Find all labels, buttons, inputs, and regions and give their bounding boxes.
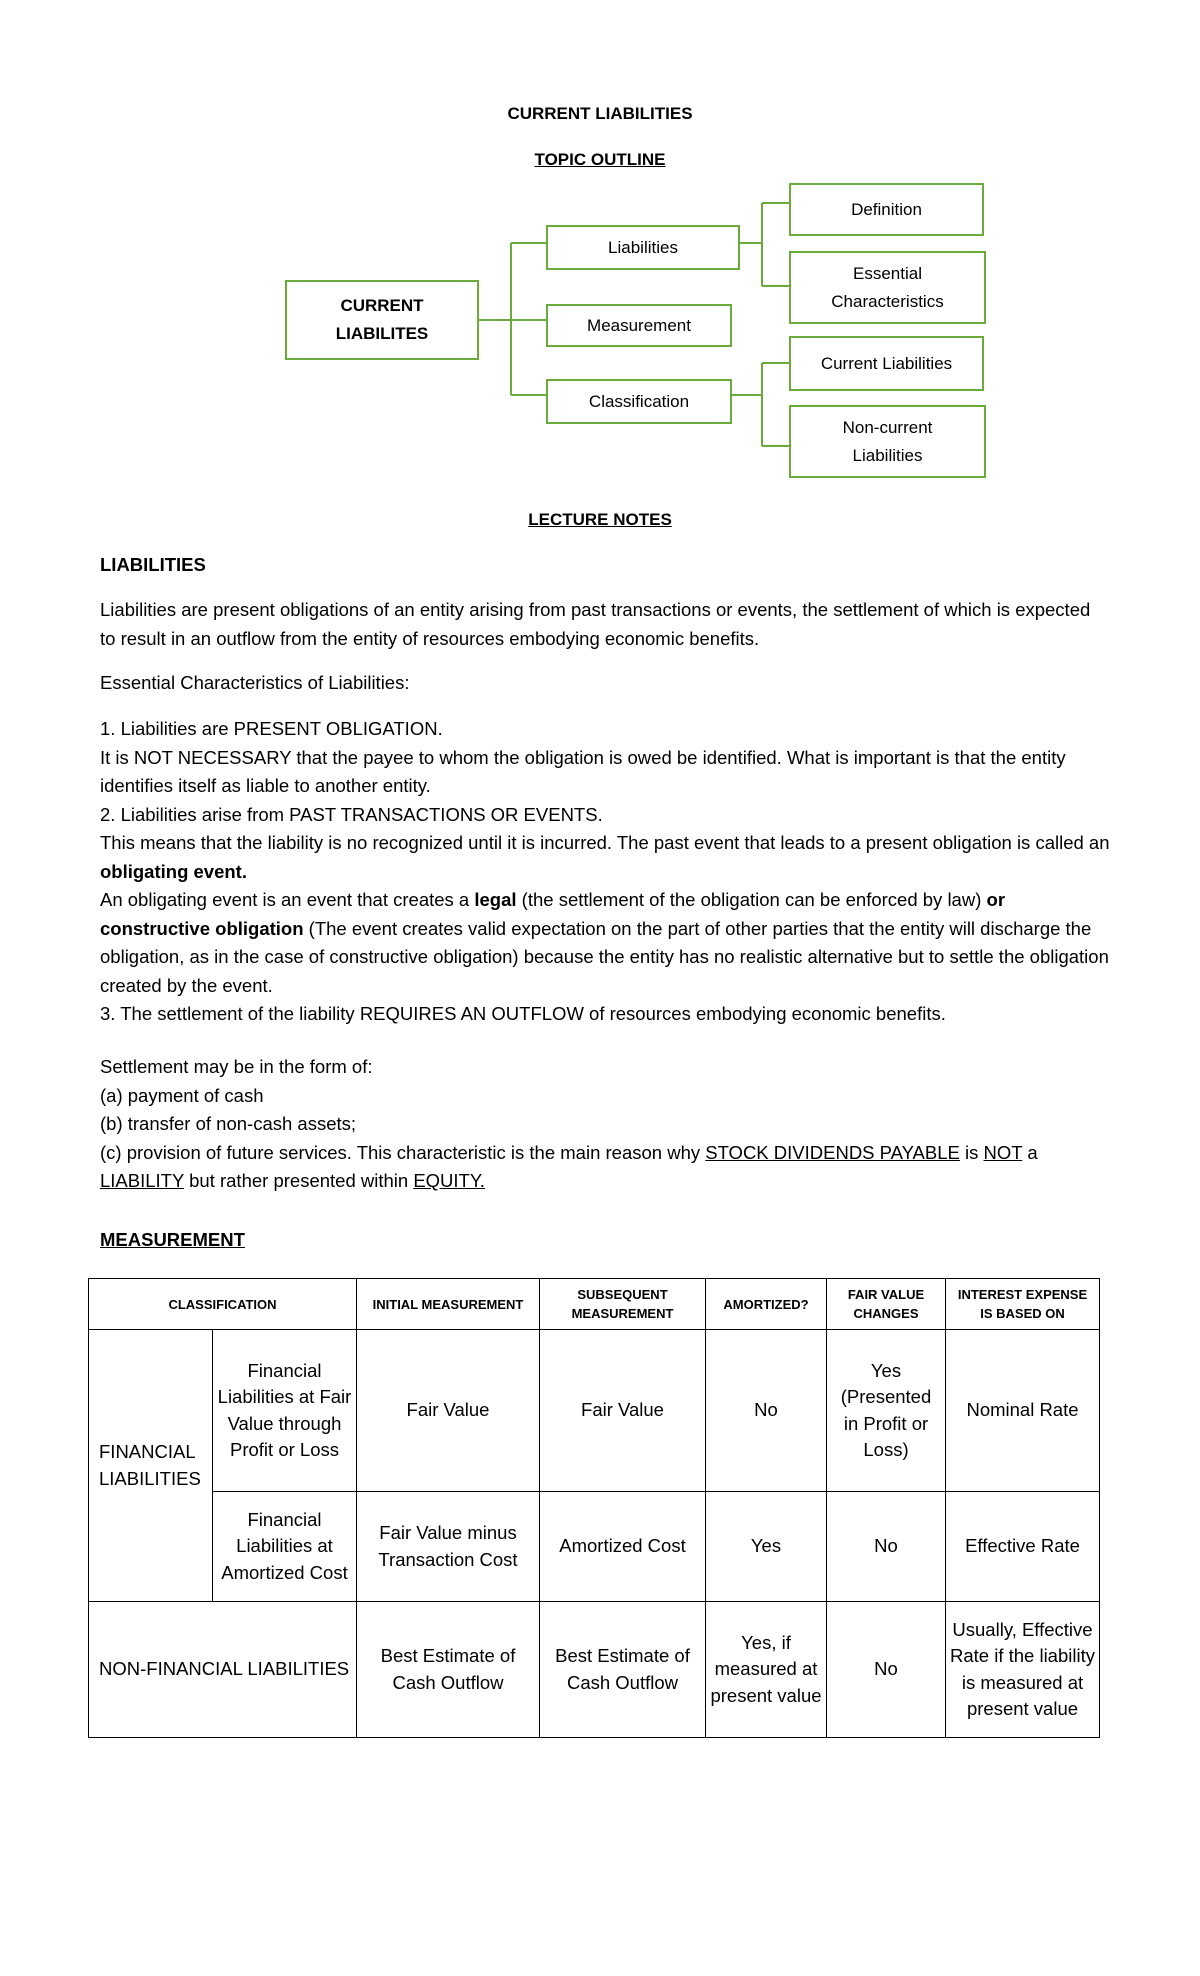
equity-term: EQUITY. <box>413 1170 485 1191</box>
diagram-box-measurement: Measurement <box>546 304 732 347</box>
topic-outline-heading: TOPIC OUTLINE <box>534 150 666 169</box>
definition-paragraph: Liabilities are present obligations of an entity arising from past transactions or events, the settlement of which is expected to result in an outflow from the entity of resources embodying economic benefits. <box>100 599 1091 649</box>
header-interest-expense: INTEREST EXPENSE IS BASED ON <box>946 1279 1100 1330</box>
row2-amortized: Yes <box>706 1492 827 1602</box>
row2-fv-changes: No <box>827 1492 946 1602</box>
row2-subsequent: Amortized Cost <box>540 1492 706 1602</box>
row1-fv-changes: Yes (Presented in Profit or Loss) <box>827 1330 946 1492</box>
table-header-row <box>89 1279 1100 1330</box>
diagram-box-essential-characteristics: Essential Characteristics <box>789 251 986 324</box>
table-row <box>89 1602 1100 1738</box>
row3-interest: Usually, Effective Rate if the liability is measured at present value <box>946 1602 1100 1738</box>
row3-subsequent: Best Estimate of Cash Outflow <box>540 1602 706 1738</box>
measurement-section-title: MEASUREMENT <box>100 1229 245 1250</box>
lecture-notes-heading: LECTURE NOTES <box>528 510 672 529</box>
oblig-text-a: An obligating event is an event that creates a <box>100 889 475 910</box>
row1-amortized: No <box>706 1330 827 1492</box>
liabilities-section-title: LIABILITIES <box>100 554 206 575</box>
row1-subclass: Financial Liabilities at Fair Value through Profit or Loss <box>213 1330 357 1492</box>
header-fair-value-changes: FAIR VALUE CHANGES <box>827 1279 946 1330</box>
obligating-event-term: obligating event. <box>100 860 247 882</box>
table-row <box>89 1492 1100 1602</box>
row1-subsequent: Fair Value <box>540 1330 706 1492</box>
row2-subclass: Financial Liabilities at Amortized Cost <box>213 1492 357 1602</box>
settle-c-is: is <box>959 1141 984 1163</box>
settlement-intro: Settlement may be in the form of: <box>100 1056 373 1077</box>
oblig-text-c: (The event creates valid expectation on the part of other parties that the entity will discharge the obligation, as in the case of constructive obligation) because the entity has no realistic alternative but to settle the obligation created by the event. <box>100 917 1109 996</box>
oblig-text-b: (the settlement of the obligation can be enforced by law) <box>516 889 987 910</box>
obligating-event-paragraph <box>100 886 1110 1000</box>
document-title: CURRENT LIABILITIES <box>507 104 693 123</box>
liabilities-heading <box>100 551 1110 580</box>
header-classification: CLASSIFICATION <box>89 1279 357 1330</box>
diagram-box-classification: Classification <box>546 379 732 424</box>
characteristic-2-text-a: This means that the liability is no recognized until it is incurred. The past event that leads to a present obligation is called an <box>100 832 1110 853</box>
row2-initial: Fair Value minus Transaction Cost <box>357 1492 540 1602</box>
characteristics-intro-text: Essential Characteristics of Liabilities: <box>100 672 410 693</box>
settlement-a: (a) payment of cash <box>100 1084 264 1106</box>
settle-c-text: (c) provision of future services. This characteristic is the main reason why <box>100 1141 706 1163</box>
settlement-section <box>100 1053 1110 1196</box>
financial-liabilities-label: FINANCIAL LIABILITIES <box>89 1330 213 1602</box>
row3-initial: Best Estimate of Cash Outflow <box>357 1602 540 1738</box>
characteristic-3: 3. The settlement of the liability REQUIRES AN OUTFLOW of resources embodying economic benefits. <box>100 1003 946 1024</box>
settle-c-a: a <box>1022 1141 1038 1163</box>
row3-amortized: Yes, if measured at present value <box>706 1602 827 1738</box>
characteristic-1-title: 1. Liabilities are PRESENT OBLIGATION. <box>100 718 443 739</box>
liabilities-definition <box>100 596 1110 653</box>
measurement-heading <box>100 1226 1110 1255</box>
row2-interest: Effective Rate <box>946 1492 1100 1602</box>
liability-term: LIABILITY <box>100 1170 184 1191</box>
diagram-box-definition: Definition <box>789 183 984 236</box>
diagram-root-box: CURRENT LIABILITES <box>285 280 479 360</box>
header-subsequent-measurement: SUBSEQUENT MEASUREMENT <box>540 1279 706 1330</box>
row1-interest: Nominal Rate <box>946 1330 1100 1492</box>
diagram-box-noncurrent-liabilities: Non-current Liabilities <box>789 405 986 478</box>
settlement-b: (b) transfer of non-cash assets; <box>100 1113 357 1134</box>
characteristics-list <box>100 715 1110 1029</box>
legal-term: legal <box>474 889 517 910</box>
header-initial-measurement: INITIAL MEASUREMENT <box>357 1279 540 1330</box>
row3-fv-changes: No <box>827 1602 946 1738</box>
characteristic-2-text <box>100 829 1110 886</box>
not-term: NOT <box>983 1141 1023 1163</box>
stock-dividends-term: STOCK DIVIDENDS PAYABLE <box>705 1141 960 1163</box>
nonfinancial-liabilities-label: NON-FINANCIAL LIABILITIES <box>89 1602 357 1738</box>
characteristic-2-title: 2. Liabilities arise from PAST TRANSACTIONS OR EVENTS. <box>100 803 603 825</box>
settle-c-but: but rather presented within <box>183 1170 414 1191</box>
topic-outline-diagram <box>0 170 1200 490</box>
table-row <box>89 1330 1100 1492</box>
measurement-table <box>88 1278 1100 1738</box>
constructive-obligation-term: or constructive obligation <box>100 889 1006 939</box>
diagram-box-current-liabilities: Current Liabilities <box>789 336 984 391</box>
diagram-box-liabilities: Liabilities <box>546 225 740 270</box>
settlement-c <box>100 1139 1110 1196</box>
row1-initial: Fair Value <box>357 1330 540 1492</box>
characteristics-intro <box>100 669 1110 698</box>
characteristic-1-text: It is NOT NECESSARY that the payee to whom the obligation is owed be identified. What is important is that the entity identifies itself as liable to another entity. <box>100 746 1066 796</box>
header-amortized: AMORTIZED? <box>706 1279 827 1330</box>
